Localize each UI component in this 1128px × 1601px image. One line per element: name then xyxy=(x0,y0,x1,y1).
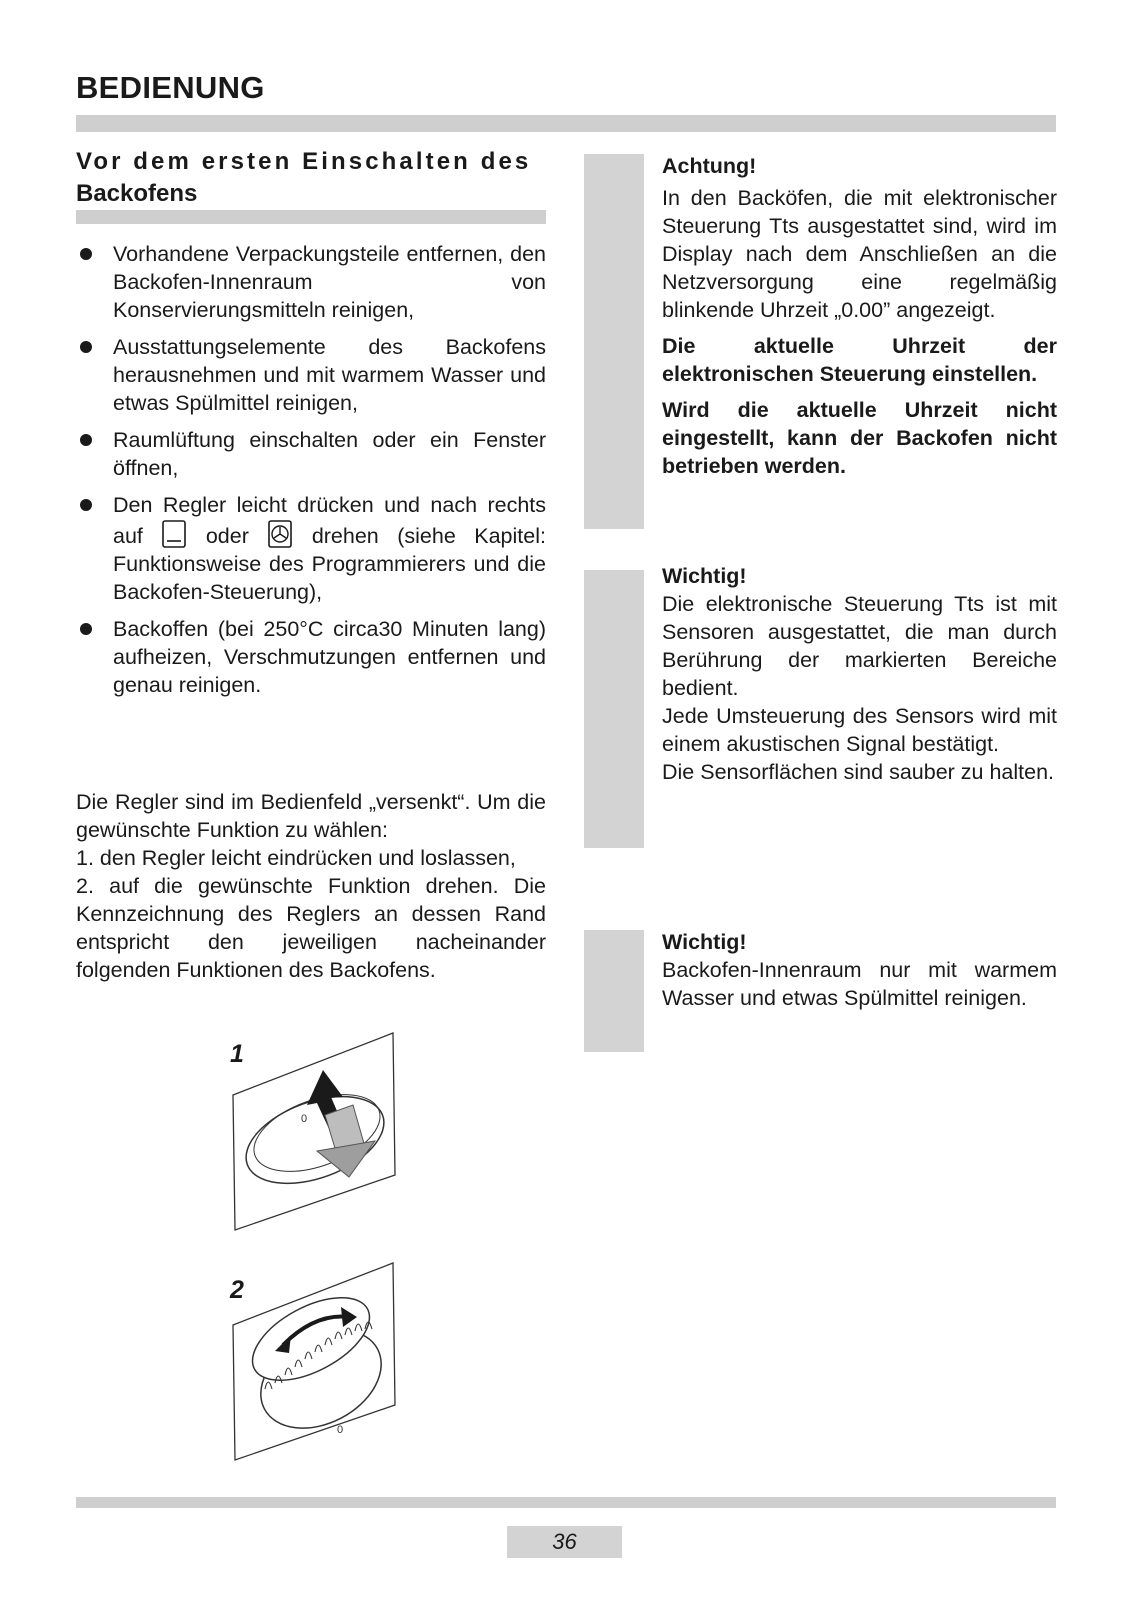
note-1-heading: Achtung! xyxy=(662,154,757,178)
note-1-text: In den Backöfen, die mit elektronischer Steuerung Tts ausgestattet sind, wird im Display nach dem Anschließen an die Netzversorgung eine regelmäßig blinkende Uhrzeit „0.00” angezeigt. xyxy=(662,186,1057,322)
list-item: Den Regler leicht drücken und nach rechts auf oder drehen (siehe Kapitel: Funktionsweise des Programmierers und die Backofen-Steuerung), xyxy=(76,491,546,606)
list-item: Vorhandene Verpackungsteile entfernen, den Backofen-Innenraum von Konservierungsmitteln reinigen, xyxy=(76,240,546,324)
note-achtung xyxy=(662,152,1057,480)
preparation-list xyxy=(76,240,546,708)
note-2-heading: Wichtig! xyxy=(662,564,747,588)
note-wichtig-cleaning xyxy=(662,928,1057,1012)
note-1-bold-2: Wird die aktuelle Uhrzeit nicht eingestellt, kann der Backofen nicht betrieben werden. xyxy=(662,398,1057,478)
note-wichtig-sensors xyxy=(662,562,1057,786)
knob-mark: 0 xyxy=(337,1424,344,1436)
section-title-line2: Backofens xyxy=(76,180,198,207)
header-rule xyxy=(76,115,1056,132)
note-2-text-1: Die elektronische Steuerung Tts ist mit Sensoren ausgestattet, die man durch Berührung der markierten Bereiche bedient. xyxy=(662,592,1057,700)
page-number: 36 xyxy=(507,1526,622,1558)
instructions-step-2: 2. auf die gewünschte Funktion drehen. Die Kennzeichnung des Reglers an dessen Rand entspricht den jeweiligen nacheinander folgenden Funktionen des Backofens. xyxy=(76,874,546,982)
fan-icon xyxy=(267,519,293,549)
page-title: BEDIENUNG xyxy=(76,70,265,105)
note-2-text-3: Die Sensorflächen sind sauber zu halten. xyxy=(662,760,1055,784)
knob-mark: 0 xyxy=(301,1113,308,1125)
knob-press-illustration xyxy=(225,1025,405,1235)
note-2-sidebar xyxy=(584,570,644,848)
list-item: Raumlüftung einschalten oder ein Fenster öffnen, xyxy=(76,426,546,482)
note-3-sidebar xyxy=(584,930,644,1052)
figure-1-number: 1 xyxy=(230,1040,244,1068)
note-2-text-2: Jede Umsteuerung des Sensors wird mit einem akustischen Signal bestätigt. xyxy=(662,704,1057,756)
section-rule xyxy=(76,210,546,224)
list-item: Ausstattungselemente des Backofens herausnehmen und mit warmem Wasser und etwas Spülmittel reinigen, xyxy=(76,333,546,417)
figure-2-number: 2 xyxy=(230,1276,244,1304)
note-1-bold-1: Die aktuelle Uhrzeit der elektronischen Steuerung einstellen. xyxy=(662,334,1057,386)
section-title xyxy=(76,146,546,210)
note-3-text: Backofen-Innenraum nur mit warmem Wasser und etwas Spülmittel reinigen. xyxy=(662,958,1057,1010)
note-3-heading: Wichtig! xyxy=(662,930,747,954)
footer-rule xyxy=(76,1497,1056,1508)
knob-instructions xyxy=(76,788,546,984)
list-item: Backoffen (bei 250°C circa30 Minuten lang) aufheizen, Verschmutzungen entfernen und genau reinigen. xyxy=(76,615,546,699)
instructions-intro: Die Regler sind im Bedienfeld „versenkt“. Um die gewünschte Funktion zu wählen: xyxy=(76,790,546,842)
knob-rotate-illustration xyxy=(225,1255,405,1465)
section-title-line1: Vor dem ersten Einschalten des xyxy=(76,148,532,175)
instructions-step-1: 1. den Regler leicht eindrücken und loslassen, xyxy=(76,846,516,870)
oven-light-icon xyxy=(161,519,187,549)
note-1-sidebar xyxy=(584,154,644,529)
